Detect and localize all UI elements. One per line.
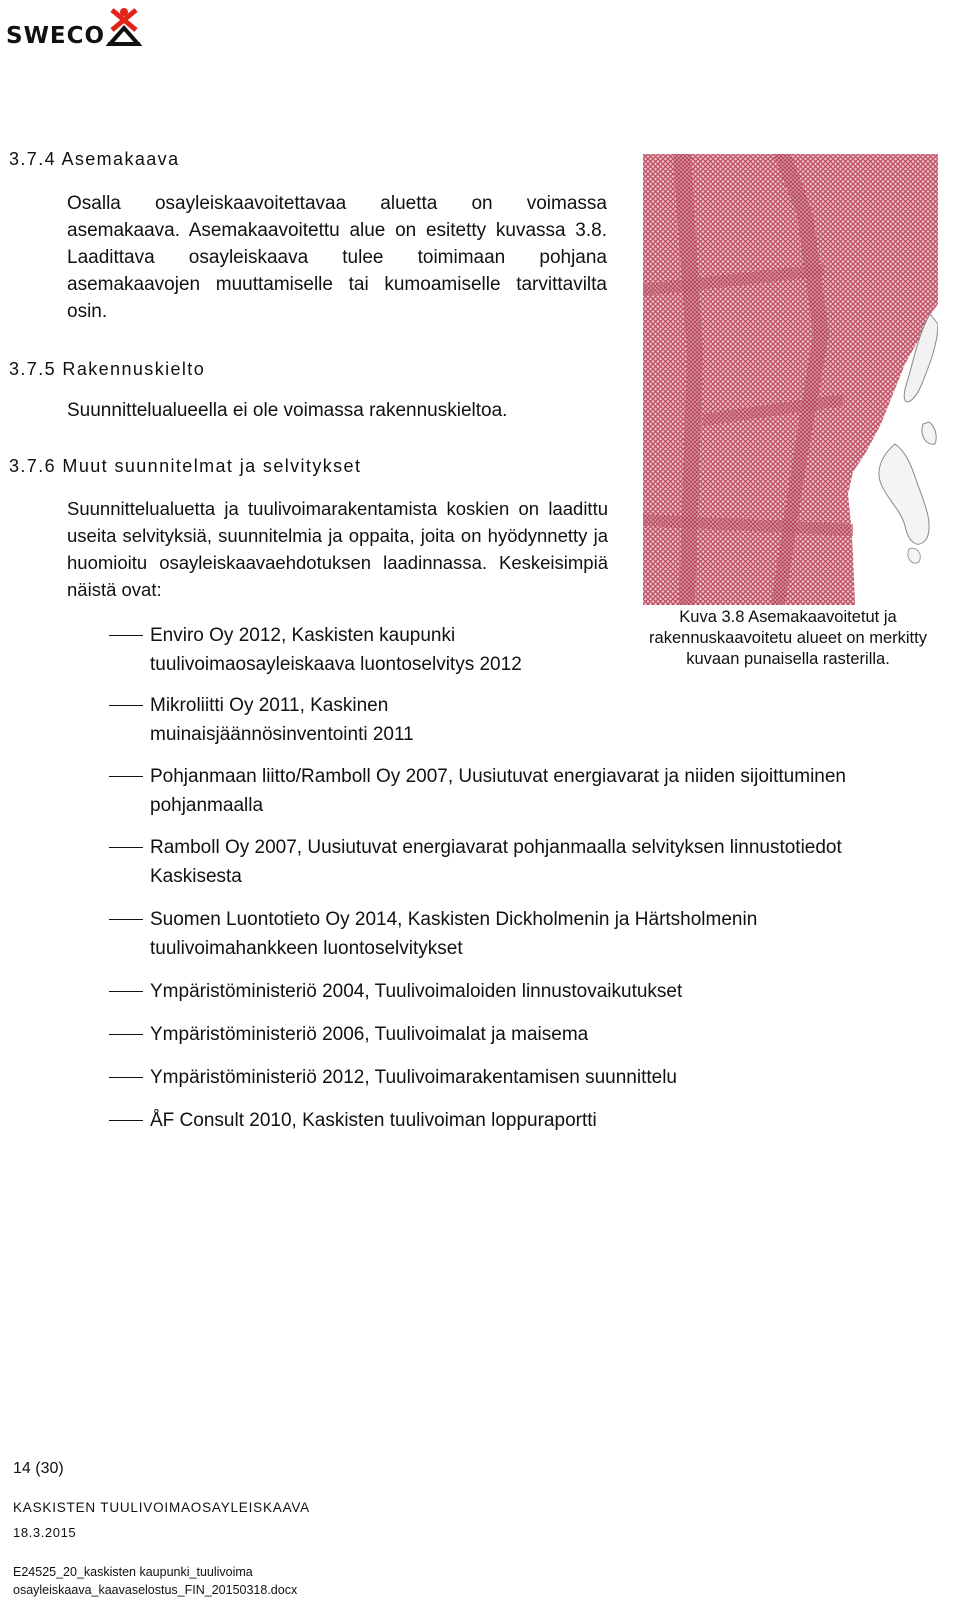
- reference-text: Ympäristöministeriö 2006, Tuulivoimalat ja maisema: [150, 1024, 589, 1045]
- reference-item: [109, 762, 859, 820]
- dash-icon: [109, 919, 143, 920]
- dash-icon: [109, 705, 143, 706]
- reference-item: [109, 977, 899, 1006]
- reference-item: [109, 1106, 899, 1135]
- logo-text: SWECO: [6, 23, 106, 49]
- zoning-map-figure: [643, 154, 938, 605]
- reference-text: Mikroliitti Oy 2011, Kaskinen muinaisjäännösinventointi 2011: [150, 695, 414, 745]
- dash-icon: [109, 1120, 143, 1121]
- sweco-logo: [6, 6, 146, 49]
- section-heading-asemakaava: 3.7.4 Asemakaava: [9, 149, 180, 169]
- dash-icon: [109, 1034, 143, 1035]
- file-name-line-1: E24525_20_kaskisten kaupunki_tuulivoima: [13, 1565, 253, 1579]
- reference-item: [109, 691, 609, 749]
- section-body-muut-suunnitelmat: Suunnittelualuetta ja tuulivoimarakentamista koskien on laadittu useita selvityksiä, suunnitelmia ja oppaita, joita on hyödynnetty ja huomioitu osayleiskaavaehdotuksen laadinnassa. Keskeisimpiä näistä ovat:: [67, 498, 608, 600]
- reference-text: Suomen Luontotieto Oy 2014, Kaskisten Dickholmenin ja Härtsholmenin tuulivoimahankkeen luontoselvitykset: [150, 909, 758, 959]
- figure-caption: Kuva 3.8 Asemakaavoitetut ja rakennuskaavoitetu alueet on merkitty kuvaan punaisella rasterilla.: [649, 608, 927, 668]
- section-body-asemakaava: Osalla osayleiskaavoitettavaa aluetta on voimassa asemakaava. Asemakaavoitettu alue on esitetty kuvassa 3.8. Laadittava osayleiskaava tulee toimimaan pohjana asemakaavojen muuttamiselle tai kumoamiselle tarvittavilta osin.: [67, 193, 607, 322]
- document-date: 18.3.2015: [13, 1525, 77, 1540]
- reference-text: Ramboll Oy 2007, Uusiutuvat energiavarat pohjanmaalla selvityksen linnustotiedot Kaskisesta: [150, 837, 842, 887]
- reference-item: [109, 905, 899, 963]
- reference-text: Ympäristöministeriö 2012, Tuulivoimarakentamisen suunnittelu: [150, 1067, 677, 1088]
- section-heading-muut-suunnitelmat: 3.7.6 Muut suunnitelmat ja selvitykset: [9, 456, 362, 476]
- reference-text: ÅF Consult 2010, Kaskisten tuulivoiman loppuraportti: [150, 1110, 597, 1131]
- document-title: KASKISTEN TUULIVOIMAOSAYLEISKAAVA: [13, 1500, 310, 1515]
- reference-item: [109, 621, 609, 679]
- reference-item: [109, 833, 899, 891]
- dash-icon: [109, 635, 143, 636]
- section-heading-rakennuskielto: 3.7.5 Rakennuskielto: [9, 359, 206, 379]
- page-number: 14 (30): [13, 1460, 64, 1477]
- reference-text: Pohjanmaan liitto/Ramboll Oy 2007, Uusiutuvat energiavarat ja niiden sijoittuminen pohjanmaalla: [150, 766, 846, 816]
- file-name-line-2: osayleiskaava_kaavaselostus_FIN_20150318.docx: [13, 1583, 298, 1597]
- dash-icon: [109, 847, 143, 848]
- reference-text: Ympäristöministeriö 2004, Tuulivoimaloiden linnustovaikutukset: [150, 981, 683, 1002]
- sweco-emblem-icon: [104, 6, 144, 46]
- reference-text: Enviro Oy 2012, Kaskisten kaupunki tuulivoimaosayleiskaava luontoselvitys 2012: [150, 625, 522, 675]
- dash-icon: [109, 1077, 143, 1078]
- reference-item: [109, 1063, 899, 1092]
- section-body-rakennuskielto: Suunnittelualueella ei ole voimassa rakennuskieltoa.: [67, 400, 508, 421]
- dash-icon: [109, 991, 143, 992]
- dash-icon: [109, 776, 143, 777]
- reference-item: [109, 1020, 899, 1049]
